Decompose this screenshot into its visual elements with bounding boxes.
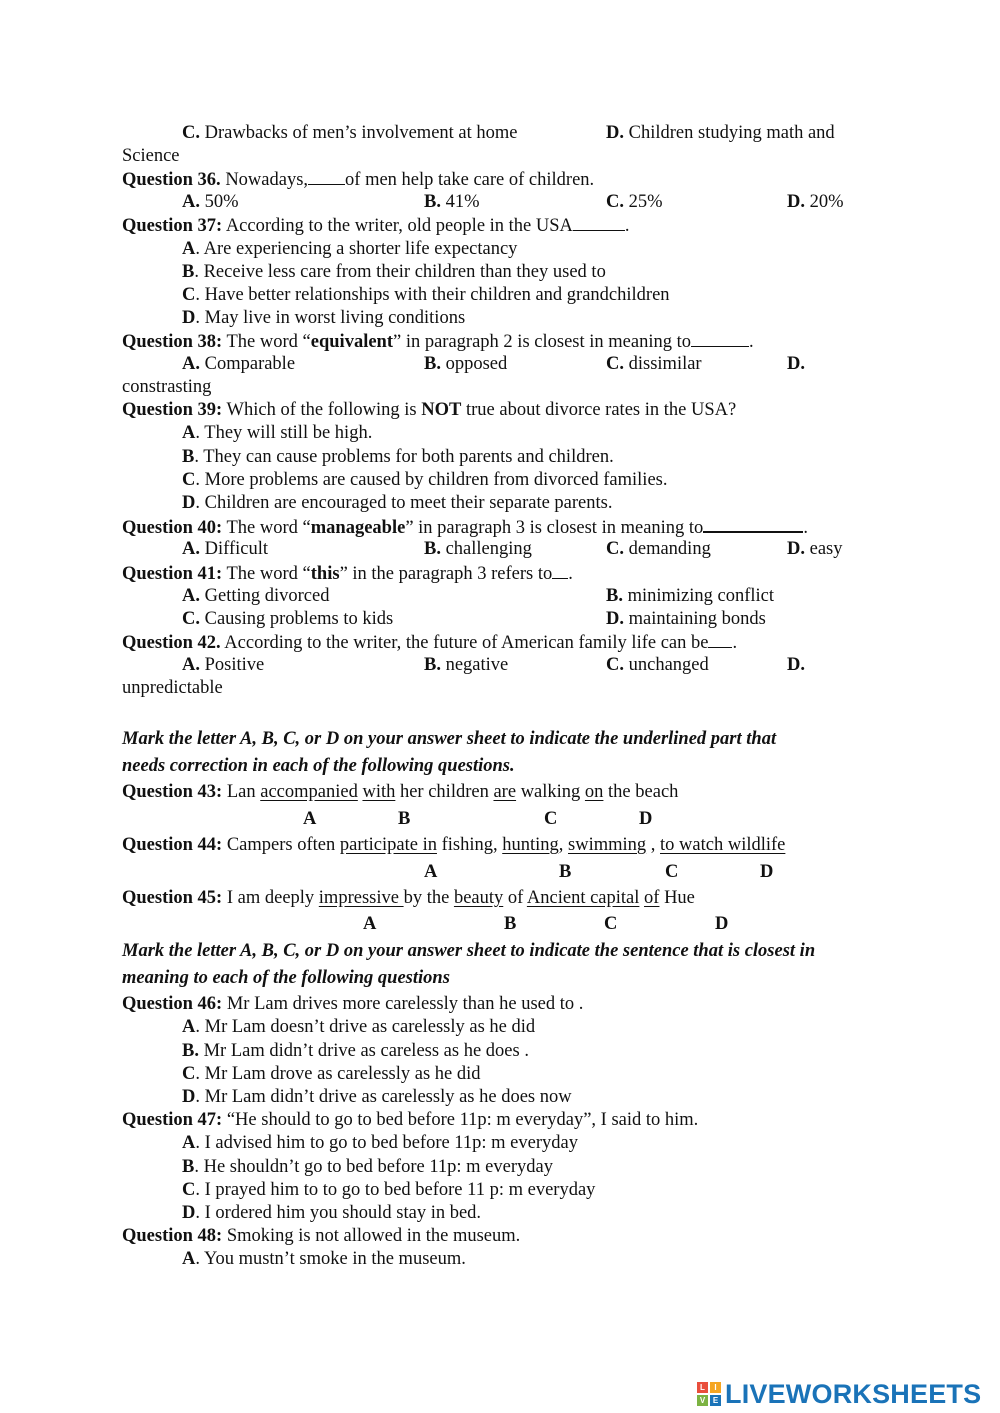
q43-letter-c: C [544, 809, 558, 829]
option-letter: A [182, 423, 196, 443]
q36-option-c [606, 191, 663, 214]
q44-letter-a: A [424, 862, 438, 882]
option-letter: C. [182, 123, 200, 143]
liveworksheets-logo [697, 1376, 981, 1412]
underlined-part-a: participate in [339, 835, 437, 855]
q44-letter-c: C [665, 862, 679, 882]
q37-stem [122, 214, 630, 238]
sentence-text: , [646, 835, 661, 855]
key-word: NOT [421, 400, 462, 420]
option-text: negative [440, 655, 509, 675]
option-text: Children studying math and [624, 123, 835, 143]
option-letter: A [182, 1133, 196, 1153]
option-text: 25% [624, 192, 663, 212]
q36-option-a [182, 191, 239, 214]
option-letter: B. [606, 586, 623, 606]
q47-option-c [182, 1179, 595, 1202]
stem-text: “He should to go to bed before 11p: m everyday”, I said to him. [222, 1110, 699, 1130]
option-letter: D. [787, 192, 805, 212]
q40-option-b [424, 538, 532, 561]
option-letter: A. [182, 354, 200, 374]
option-text: 41% [440, 192, 480, 212]
option-text: dissimilar [624, 354, 702, 374]
option-letter: C [182, 1180, 196, 1200]
stem-text: The word “ [222, 332, 311, 352]
q42-option-d [787, 654, 805, 677]
option-text: 50% [200, 192, 239, 212]
stem-text: of men help take care of children. [345, 170, 595, 190]
option-text: 20% [805, 192, 844, 212]
option-text: . Mr Lam didn’t drive as carelessly as he does now [195, 1087, 572, 1107]
q38-option-a [182, 353, 295, 376]
option-letter: A. [182, 586, 200, 606]
underlined-part-c: Ancient capital [526, 888, 640, 908]
q43-letter-b: B [398, 809, 411, 829]
option-letter: B. [424, 354, 441, 374]
answer-blank [573, 214, 625, 231]
option-text: Difficult [200, 539, 268, 559]
q47-option-d [182, 1202, 481, 1225]
q37-option-a [182, 238, 517, 261]
option-letter: D. [787, 354, 805, 374]
key-word: this [310, 564, 340, 584]
q40-option-a [182, 538, 268, 561]
option-text: . More problems are caused by children from divorced families. [195, 470, 668, 490]
q39-option-b [182, 446, 614, 469]
option-text: Positive [200, 655, 265, 675]
option-letter: C. [182, 609, 200, 629]
q37-option-c [182, 284, 670, 307]
option-letter: D [182, 1087, 196, 1107]
q44-letter-b: B [559, 862, 572, 882]
q45-letter-d: D [715, 914, 729, 934]
q41-option-d [606, 608, 766, 631]
stem-text: . [732, 633, 738, 653]
answer-blank [552, 562, 568, 579]
question-label: Question 45: [122, 888, 223, 908]
q42-option-c [606, 654, 709, 677]
sentence-text: of [503, 888, 527, 908]
option-letter: C [182, 470, 196, 490]
logo-text: LIVEWORKSHEETS [725, 1378, 982, 1409]
question-label: Question 39: [122, 400, 223, 420]
option-letter: B. [424, 539, 441, 559]
answer-blank [708, 631, 732, 648]
q45-letter-a: A [363, 914, 377, 934]
q42-stem [122, 631, 737, 655]
option-text: Causing problems to kids [200, 609, 394, 629]
question-label: Question 46: [122, 994, 223, 1014]
q39-option-a [182, 422, 372, 445]
logo-square: I [710, 1382, 721, 1393]
q39-option-d [182, 492, 612, 515]
option-letter: A [182, 1249, 196, 1269]
q41-option-a [182, 585, 329, 608]
stem-text: . [568, 564, 573, 584]
q46-option-b [182, 1040, 529, 1063]
question-label: Question 44: [122, 835, 223, 855]
instruction-sentence-transformation-line1: Mark the letter A, B, C, or D on your answer sheet to indicate the sentence that is closest in [122, 941, 816, 961]
option-letter: B [182, 1157, 195, 1177]
q42-option-b [424, 654, 508, 677]
option-text: . I advised him to go to bed before 11p: m everyday [195, 1133, 578, 1153]
q43-sentence [122, 781, 678, 804]
option-letter: A. [182, 655, 200, 675]
answer-blank [691, 330, 749, 347]
q45-sentence [122, 887, 695, 910]
option-letter: D [182, 493, 196, 513]
option-letter: D. [606, 609, 624, 629]
q35-option-d-wrap: Science [122, 146, 180, 166]
q38-option-d-wrap: constrasting [122, 377, 212, 397]
key-word: equivalent [310, 332, 393, 352]
q40-option-c [606, 538, 711, 561]
option-text: minimizing conflict [622, 586, 775, 606]
option-letter: B [182, 262, 195, 282]
option-text: . You mustn’t smoke in the museum. [195, 1249, 466, 1269]
option-text: . They will still be high. [195, 423, 373, 443]
sentence-text: walking [516, 782, 585, 802]
sentence-text: the beach [603, 782, 679, 802]
sentence-text: Lan [222, 782, 261, 802]
q44-sentence [122, 834, 785, 857]
option-letter: D. [787, 539, 805, 559]
q36-stem [122, 168, 594, 192]
option-text: opposed [440, 354, 508, 374]
key-word: manageable [310, 518, 406, 538]
stem-text: ” in paragraph 2 is closest in meaning to [393, 332, 691, 352]
q41-stem [122, 562, 573, 586]
question-label: Question 43: [122, 782, 223, 802]
underlined-part-b: hunting [502, 835, 559, 855]
option-text: maintaining bonds [624, 609, 766, 629]
answer-blank [703, 515, 803, 533]
option-text: unchanged [624, 655, 709, 675]
question-label: Question 40: [122, 518, 223, 538]
stem-text: . [803, 518, 808, 538]
q38-stem [122, 330, 754, 354]
q46-option-d [182, 1086, 572, 1109]
q41-option-c [182, 608, 393, 631]
option-text: Drawbacks of men’s involvement at home [200, 123, 518, 143]
q39-option-c [182, 469, 667, 492]
q35-option-d [606, 122, 835, 145]
option-letter: C. [606, 354, 624, 374]
q46-stem [122, 993, 583, 1016]
option-letter: B. [424, 655, 441, 675]
option-letter: C [182, 1064, 196, 1084]
option-text: . They can cause problems for both parents and children. [194, 447, 614, 467]
q45-letter-c: C [604, 914, 618, 934]
q48-stem [122, 1225, 520, 1248]
option-text: . Children are encouraged to meet their separate parents. [195, 493, 613, 513]
q38-option-d [787, 353, 805, 376]
stem-text: . [748, 332, 754, 352]
option-letter: D. [606, 123, 624, 143]
q41-option-b [606, 585, 774, 608]
underlined-part-c: swimming [568, 835, 647, 855]
underlined-part-d: of [644, 888, 660, 908]
stem-text: Nowadays, [220, 170, 309, 190]
option-text: Getting divorced [200, 586, 330, 606]
question-label: Question 38: [122, 332, 223, 352]
logo-square: E [710, 1395, 721, 1406]
sentence-text: fishing, [436, 835, 503, 855]
option-letter: C. [606, 655, 624, 675]
option-letter: C [182, 285, 196, 305]
option-text: . Have better relationships with their children and grandchildren [195, 285, 670, 305]
underlined-part-d: to watch wildlife [660, 835, 786, 855]
stem-text: ” in the paragraph 3 refers to [339, 564, 553, 584]
sentence-text: her children [395, 782, 494, 802]
option-letter: A. [182, 192, 200, 212]
sentence-text: , [558, 835, 569, 855]
question-label: Question 36. [122, 170, 221, 190]
underlined-part-a: accompanied [260, 782, 358, 802]
q40-option-d [787, 538, 843, 561]
q47-stem [122, 1109, 698, 1132]
option-text: . He shouldn’t go to bed before 11p: m everyday [194, 1157, 553, 1177]
answer-blank [308, 168, 345, 185]
option-text: easy [805, 539, 843, 559]
instruction-error-identification-line2: needs correction in each of the following questions. [122, 756, 515, 776]
option-text: . Mr Lam drove as carelessly as he did [195, 1064, 481, 1084]
q40-stem [122, 515, 808, 540]
logo-square: V [697, 1395, 708, 1406]
sentence-text: by the [403, 888, 454, 908]
option-letter: D [182, 308, 196, 328]
q43-letter-a: A [303, 809, 317, 829]
option-letter: D. [787, 655, 805, 675]
underlined-part-a: impressive [318, 888, 404, 908]
q46-option-c [182, 1063, 481, 1086]
question-label: Question 48: [122, 1226, 223, 1246]
question-label: Question 41: [122, 564, 223, 584]
stem-text: According to the writer, old people in the USA [222, 216, 573, 236]
q42-option-a [182, 654, 264, 677]
q37-option-b [182, 261, 606, 284]
q44-letter-d: D [760, 862, 774, 882]
option-text: Comparable [200, 354, 296, 374]
option-letter: A [182, 1017, 196, 1037]
q36-option-b [424, 191, 480, 214]
stem-text: . [624, 216, 630, 236]
logo-mark-icon [697, 1382, 721, 1406]
option-text: challenging [440, 539, 532, 559]
option-letter: A. [182, 539, 200, 559]
stem-text: ” in paragraph 3 is closest in meaning to [405, 518, 704, 538]
underlined-part-c: are [493, 782, 517, 802]
underlined-part-b: beauty [453, 888, 504, 908]
sentence-text: I am deeply [222, 888, 319, 908]
sentence-text: Campers often [222, 835, 340, 855]
option-text: . Mr Lam doesn’t drive as carelessly as he did [195, 1017, 536, 1037]
instruction-sentence-transformation-line2: meaning to each of the following questions [122, 968, 450, 988]
question-label: Question 47: [122, 1110, 223, 1130]
q47-option-a [182, 1132, 578, 1155]
option-text: Mr Lam didn’t drive as careless as he does . [198, 1041, 529, 1061]
option-letter: D [182, 1203, 196, 1223]
question-label: Question 42. [122, 633, 221, 653]
underlined-part-b: with [362, 782, 396, 802]
option-letter: B. [424, 192, 441, 212]
stem-text: According to the writer, the future of American family life can be [220, 633, 709, 653]
q35-option-c [182, 122, 518, 145]
stem-text: true about divorce rates in the USA? [461, 400, 737, 420]
option-text: . I prayed him to to go to bed before 11 p: m everyday [195, 1180, 596, 1200]
q46-option-a [182, 1016, 535, 1039]
q38-option-b [424, 353, 507, 376]
question-label: Question 37: [122, 216, 223, 236]
q42-option-d-wrap: unpredictable [122, 678, 223, 698]
q47-option-b [182, 1156, 553, 1179]
instruction-error-identification-line1: Mark the letter A, B, C, or D on your answer sheet to indicate the underlined part that [122, 729, 777, 749]
option-text: . Are experiencing a shorter life expectancy [195, 239, 518, 259]
q43-letter-d: D [639, 809, 653, 829]
q37-option-d [182, 307, 465, 330]
sentence-text: Hue [659, 888, 695, 908]
option-letter: A [182, 239, 196, 259]
stem-text: The word “ [222, 518, 311, 538]
option-text: . May live in worst living conditions [195, 308, 466, 328]
option-text: . Receive less care from their children than they used to [194, 262, 606, 282]
option-letter: B [182, 447, 195, 467]
option-text: . I ordered him you should stay in bed. [195, 1203, 482, 1223]
logo-square: L [697, 1382, 708, 1393]
stem-text: Which of the following is [222, 400, 422, 420]
option-letter: B. [182, 1041, 199, 1061]
stem-text: The word “ [222, 564, 311, 584]
stem-text: Mr Lam drives more carelessly than he used to . [222, 994, 584, 1014]
q38-option-c [606, 353, 702, 376]
q36-option-d [787, 191, 844, 214]
q48-option-a [182, 1248, 466, 1271]
q45-letter-b: B [504, 914, 517, 934]
option-letter: C. [606, 539, 624, 559]
stem-text: Smoking is not allowed in the museum. [222, 1226, 521, 1246]
q39-stem [122, 399, 736, 422]
option-text: demanding [624, 539, 711, 559]
option-letter: C. [606, 192, 624, 212]
underlined-part-d: on [584, 782, 604, 802]
